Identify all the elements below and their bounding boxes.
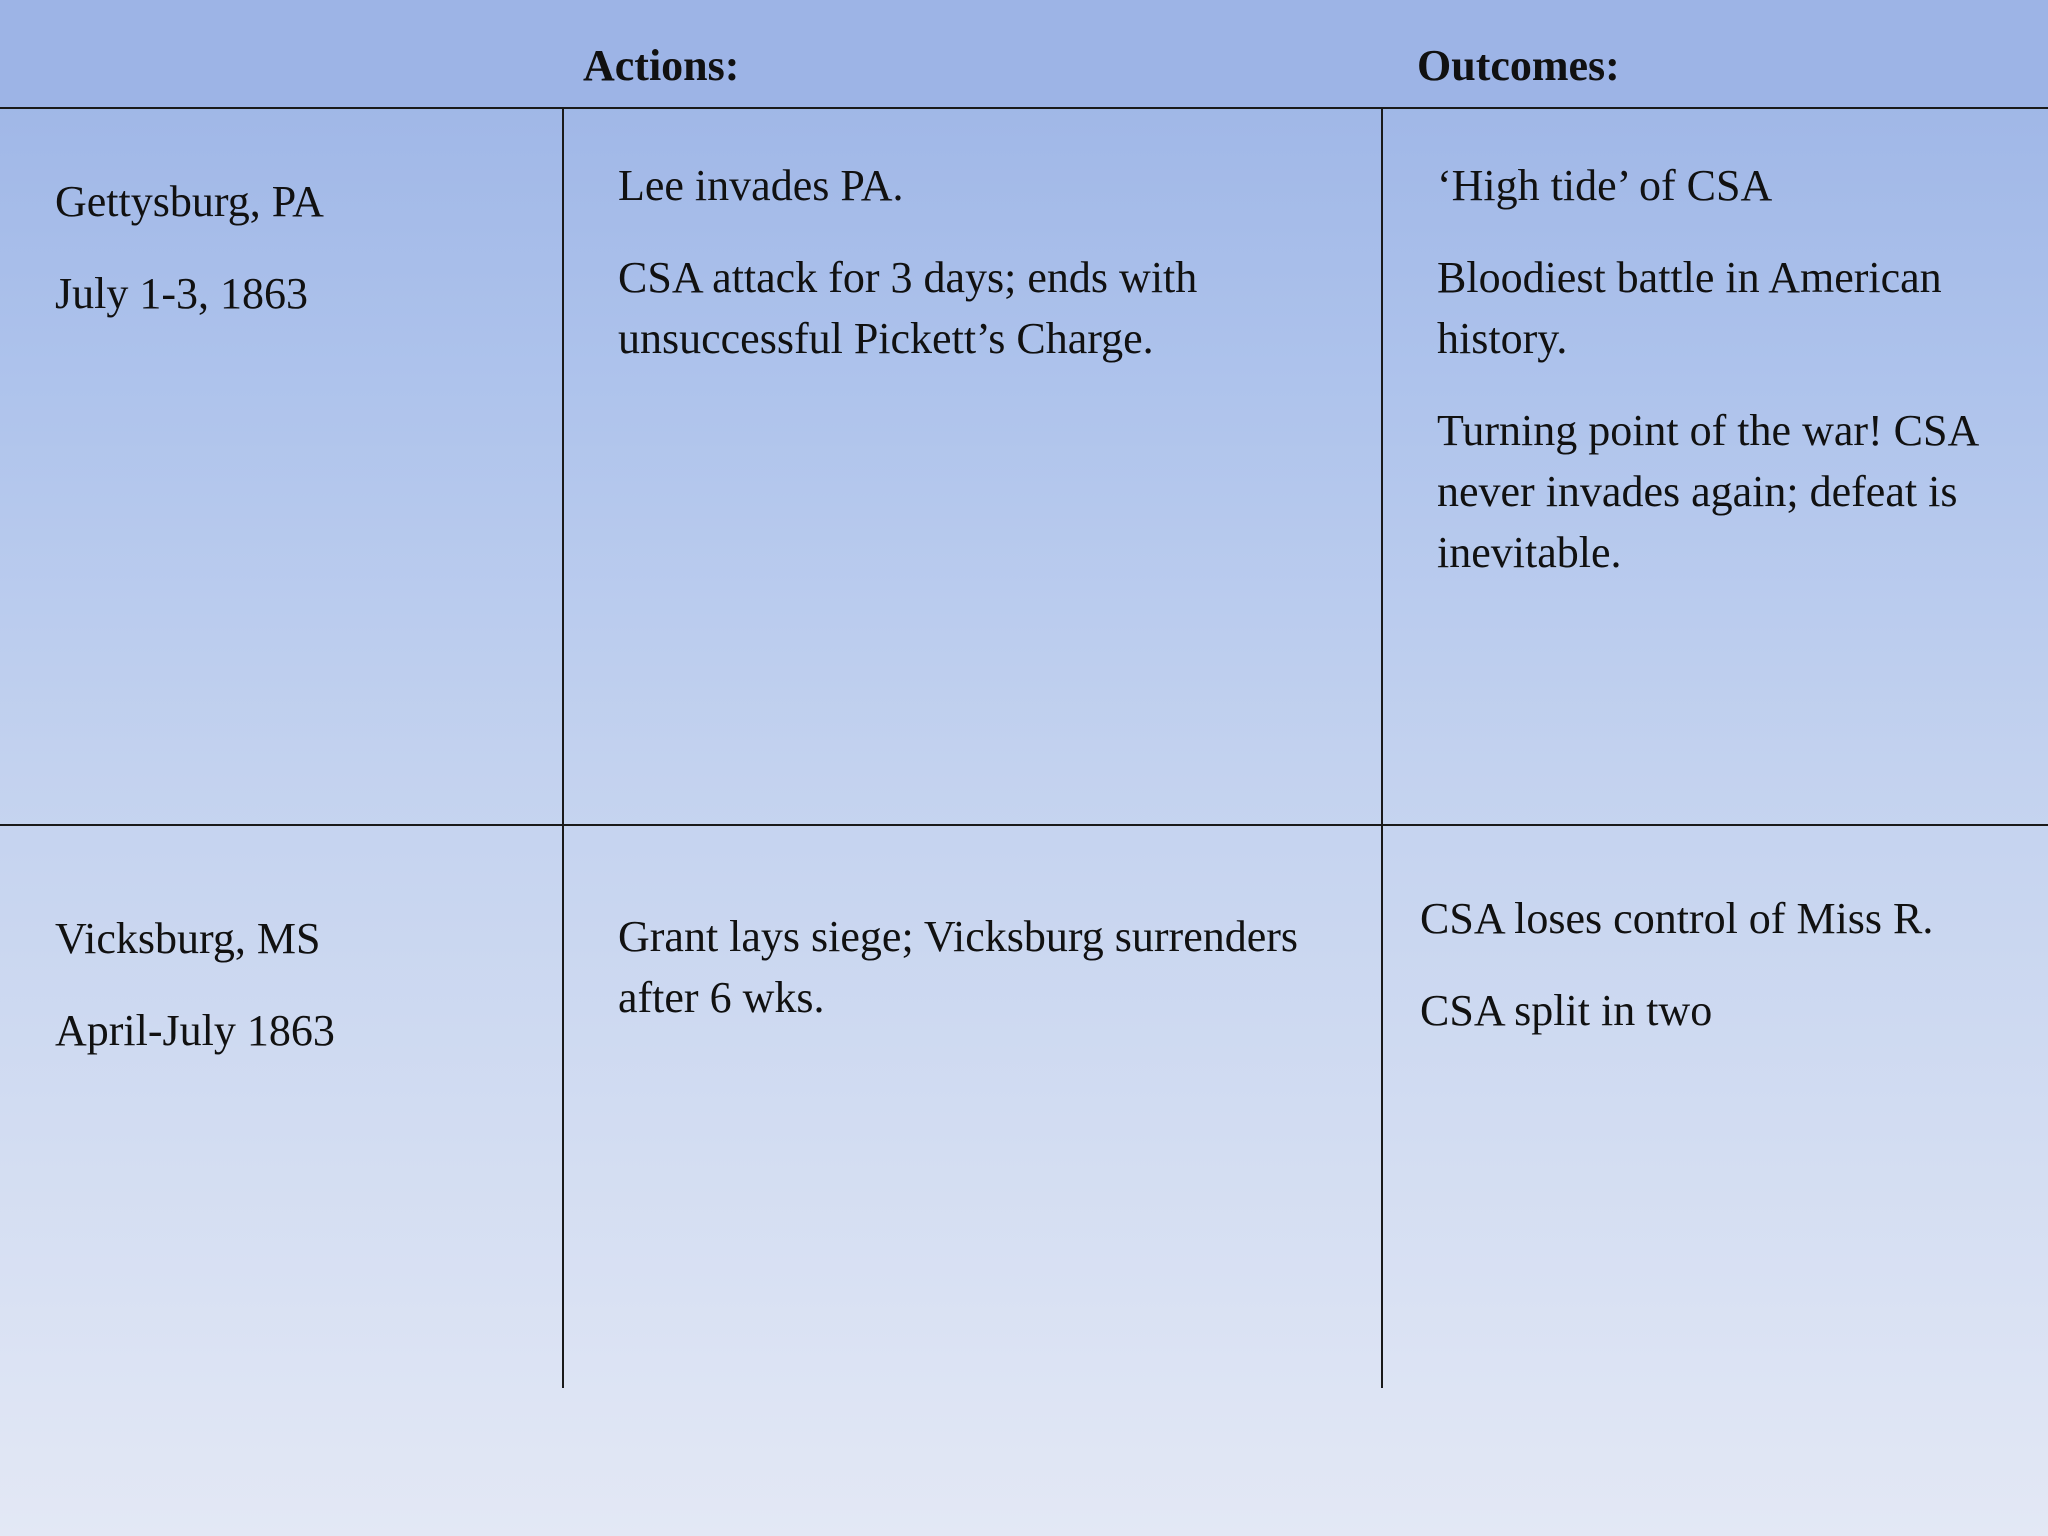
actions-column-header: Actions: <box>583 41 740 90</box>
row-2-place: Vicksburg, MS <box>55 914 321 963</box>
row-2-date: April-July 1863 <box>55 1006 335 1055</box>
row-1-place: Gettysburg, PA <box>55 177 324 226</box>
header-divider <box>0 107 2048 109</box>
column-divider-1 <box>562 108 564 1388</box>
header-band <box>0 0 2048 108</box>
outcomes-column-header: Outcomes: <box>1417 41 1620 90</box>
row-1-outcome-1: ‘High tide’ of CSA <box>1437 161 1773 210</box>
row-1-action-2: CSA attack for 3 days; ends with unsuccessful Pickett’s Charge. <box>618 253 1198 363</box>
row-1-date: July 1-3, 1863 <box>55 269 308 318</box>
row-2-action-1: Grant lays siege; Vicksburg surrenders after 6 wks. <box>618 912 1299 1022</box>
row-1-outcome-3: Turning point of the war! CSA never invades again; defeat is inevitable. <box>1437 406 1977 577</box>
row-1-outcome-2: Bloodiest battle in American history. <box>1437 253 1942 363</box>
table-row-2-outcomes-cell <box>1420 888 2040 1041</box>
table-row-2-place-cell <box>55 908 545 1061</box>
row-divider <box>0 824 2048 826</box>
table-row-2-actions-cell <box>618 906 1363 1028</box>
row-2-outcome-1: CSA loses control of Miss R. <box>1420 894 1934 943</box>
row-1-action-1: Lee invades PA. <box>618 161 904 210</box>
column-divider-2 <box>1381 108 1383 1388</box>
table-row-1-place-cell <box>55 171 545 324</box>
row-2-outcome-2: CSA split in two <box>1420 986 1713 1035</box>
table-row-1-outcomes-cell <box>1437 155 1997 583</box>
table-row-1-actions-cell <box>618 155 1363 369</box>
